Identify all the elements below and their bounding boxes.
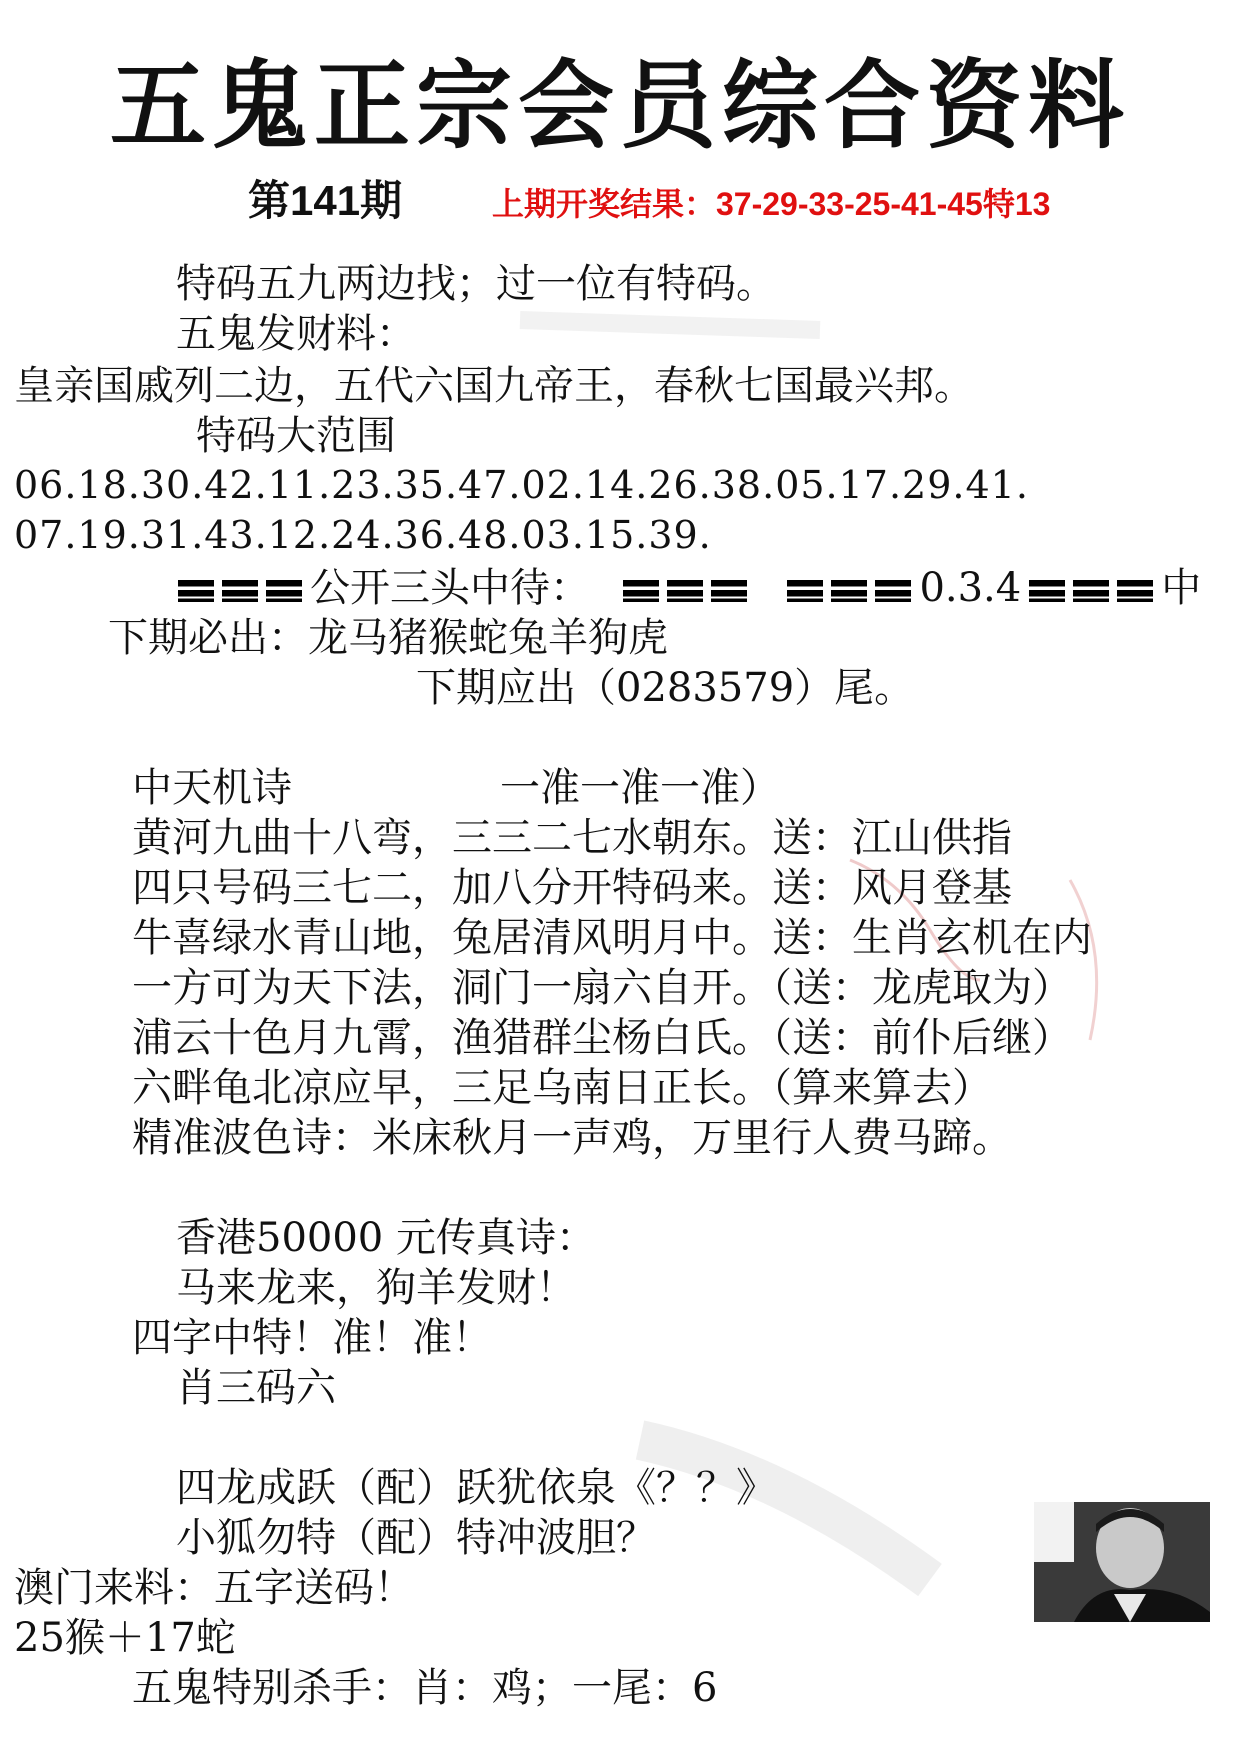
three-heads-line — [178, 565, 1202, 611]
black-bar-icon — [1029, 580, 1065, 602]
number-list: 06.18.30.42.11.23.35.47.02.14.26.38.05.17.29.41. — [14, 463, 1029, 507]
black-bar-icon — [623, 580, 659, 602]
black-bar-icon — [787, 580, 823, 602]
last-draw-result: 上期开奖结果：37-29-33-25-41-45特13 — [492, 186, 1051, 222]
text-line: 肖三码六 — [176, 1365, 336, 1411]
text-segment: 中 — [1161, 565, 1202, 611]
black-bar-icon — [667, 580, 703, 602]
text-line: 下期必出：龙马猪猴蛇兔羊狗虎 — [108, 615, 668, 661]
text-line: 四龙成跃（配）跃犹依泉《？？》 — [176, 1465, 776, 1511]
black-bar-icon — [266, 580, 302, 602]
text-line: 四字中特！准！准！ — [132, 1315, 492, 1361]
portrait-photo — [1034, 1502, 1210, 1622]
black-bar-icon — [831, 580, 867, 602]
text-line: 浦云十色月九霄，渔猎群尘杨白氏。（送：前仆后继） — [132, 1015, 1072, 1061]
text-line: 马来龙来，狗羊发财！ — [176, 1265, 576, 1311]
text-line: 六畔龟北凉应早，三足乌南日正长。（算来算去） — [132, 1065, 992, 1111]
text-line: 牛喜绿水青山地，兔居清风明月中。送：生肖玄机在内 — [132, 915, 1092, 961]
text-line: 一方可为天下法，洞门一扇六自开。（送：龙虎取为） — [132, 965, 1072, 1011]
black-bar-icon — [178, 580, 214, 602]
text-line: 五鬼发财料： — [176, 311, 416, 357]
text-line: 五鬼特别杀手：肖：鸡；一尾：6 — [132, 1665, 718, 1711]
text-line: 特码五九两边找；过一位有特码。 — [176, 261, 776, 307]
text-line: 澳门来料：五字送码！ — [14, 1565, 414, 1611]
text-line: 25猴＋17蛇 — [14, 1615, 236, 1661]
text-line: 特码大范围 — [196, 413, 396, 459]
text-line: 香港50000 元传真诗： — [176, 1215, 596, 1261]
issue-number: 第141期 — [248, 177, 403, 224]
black-bar-icon — [711, 580, 747, 602]
text-segment: 公开三头中待： — [310, 565, 590, 611]
black-bar-icon — [222, 580, 258, 602]
text-line: 黄河九曲十八弯，三三二七水朝东。送：江山供指 — [132, 815, 1012, 861]
text-line: 精准波色诗：米床秋月一声鸡，万里行人费马蹄。 — [132, 1115, 1012, 1161]
text-line: 中天机诗 — [132, 765, 292, 811]
text-line: 四只号码三七二，加八分开特码来。送：风月登基 — [132, 865, 1012, 911]
black-bar-icon — [1117, 580, 1153, 602]
text-segment: 0.3.4 — [919, 565, 1022, 611]
black-bar-icon — [1073, 580, 1109, 602]
person-icon — [1034, 1502, 1210, 1622]
number-list: 07.19.31.43.12.24.36.48.03.15.39. — [14, 513, 712, 557]
text-line: 一准一准一准） — [500, 765, 780, 811]
text-line: 小狐勿特（配）特冲波胆？ — [176, 1515, 656, 1561]
text-line: 皇亲国戚列二边，五代六国九帝王，春秋七国最兴邦。 — [14, 363, 974, 409]
black-bar-icon — [875, 580, 911, 602]
page-title: 五鬼正宗会员综合资料 — [110, 50, 1130, 162]
text-line: 下期应出（0283579）尾。 — [416, 665, 915, 711]
